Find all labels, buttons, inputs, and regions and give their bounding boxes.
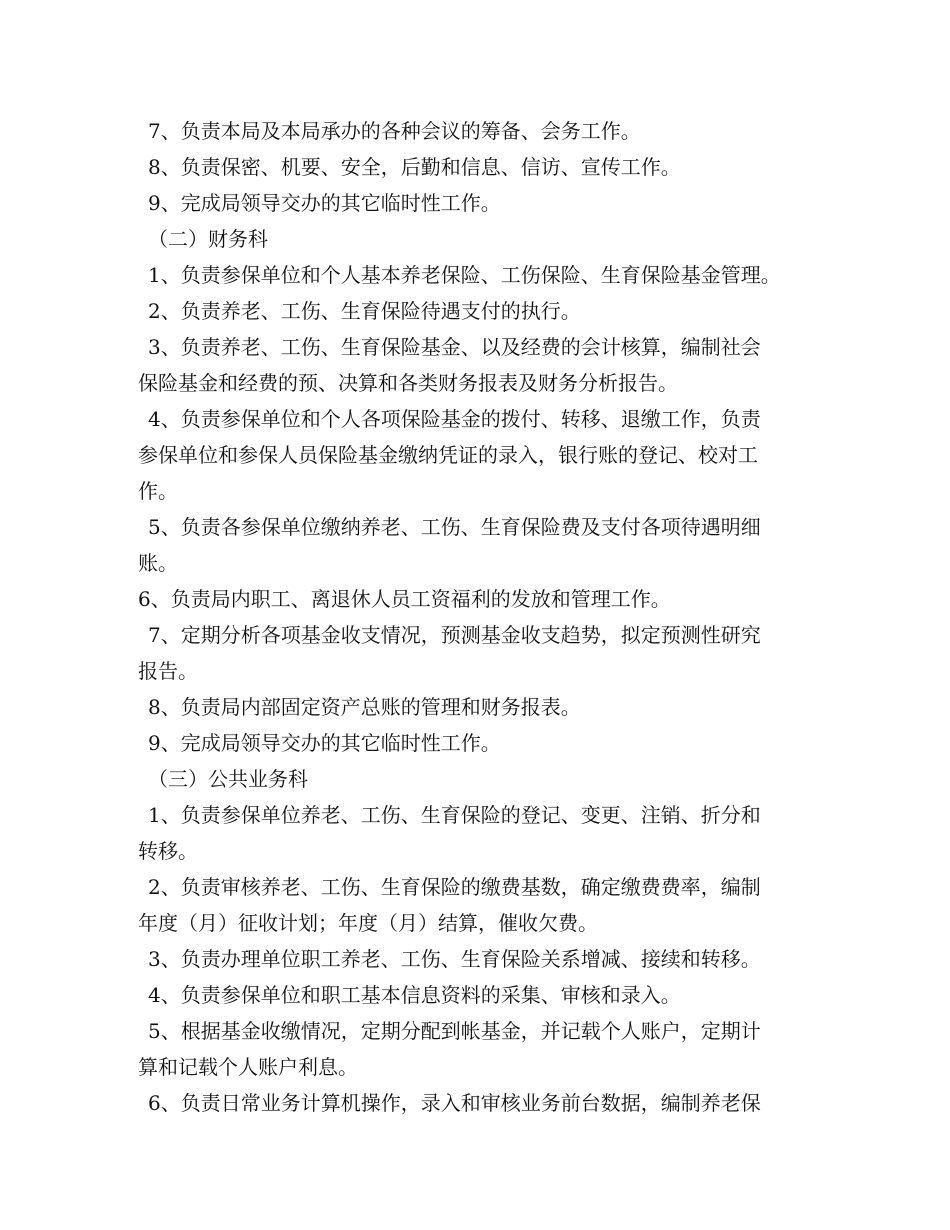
text-line: 7、负责本局及本局承办的各种会议的筹备、会务工作。 <box>148 119 641 143</box>
text-line: 参保单位和参保人员保险基金缴纳凭证的录入，银行账的登记、校对工 <box>138 443 758 467</box>
text-line: 5、负责各参保单位缴纳养老、工伤、生育保险费及支付各项待遇明细 <box>148 515 761 539</box>
text-line: 4、负责参保单位和职工基本信息资料的采集、审核和录入。 <box>148 983 681 1007</box>
text-line: 年度（月）征收计划；年度（月）结算，催收欠费。 <box>138 911 598 935</box>
text-line: 9、完成局领导交办的其它临时性工作。 <box>148 731 501 755</box>
text-line: 账。 <box>138 551 178 575</box>
text-line: 2、负责审核养老、工伤、生育保险的缴费基数，确定缴费费率，编制 <box>148 875 761 899</box>
text-line: 保险基金和经费的预、决算和各类财务报表及财务分析报告。 <box>138 371 678 395</box>
text-line: 6、负责日常业务计算机操作，录入和审核业务前台数据，编制养老保 <box>148 1091 761 1115</box>
document-body <box>138 113 828 1121</box>
text-line: 3、负责办理单位职工养老、工伤、生育保险关系增减、接续和转移。 <box>148 947 761 971</box>
text-line: 1、负责参保单位养老、工伤、生育保险的登记、变更、注销、折分和 <box>148 803 761 827</box>
text-line: 7、定期分析各项基金收支情况，预测基金收支趋势，拟定预测性研究 <box>148 623 761 647</box>
text-line: 6、负责局内职工、离退休人员工资福利的发放和管理工作。 <box>138 587 671 611</box>
text-line: 5、根据基金收缴情况，定期分配到帐基金，并记载个人账户，定期计 <box>148 1019 761 1043</box>
text-line: 2、负责养老、工伤、生育保险待遇支付的执行。 <box>148 299 581 323</box>
text-line: 4、负责参保单位和个人各项保险基金的拨付、转移、退缴工作，负责 <box>148 407 761 431</box>
text-line: 转移。 <box>138 839 198 863</box>
text-line: 3、负责养老、工伤、生育保险基金、以及经费的会计核算，编制社会 <box>148 335 761 359</box>
text-line: 9、完成局领导交办的其它临时性工作。 <box>148 191 501 215</box>
text-line: 报告。 <box>138 659 198 683</box>
text-line: 作。 <box>138 479 178 503</box>
text-line: 1、负责参保单位和个人基本养老保险、工伤保险、生育保险基金管理。 <box>148 263 781 287</box>
text-line: 8、负责保密、机要、安全，后勤和信息、信访、宣传工作。 <box>148 155 681 179</box>
section-heading: （二）财务科 <box>148 227 268 251</box>
text-line: 算和记载个人账户利息。 <box>138 1055 358 1079</box>
text-line: 8、负责局内部固定资产总账的管理和财务报表。 <box>148 695 581 719</box>
section-heading: （三）公共业务科 <box>148 767 308 791</box>
